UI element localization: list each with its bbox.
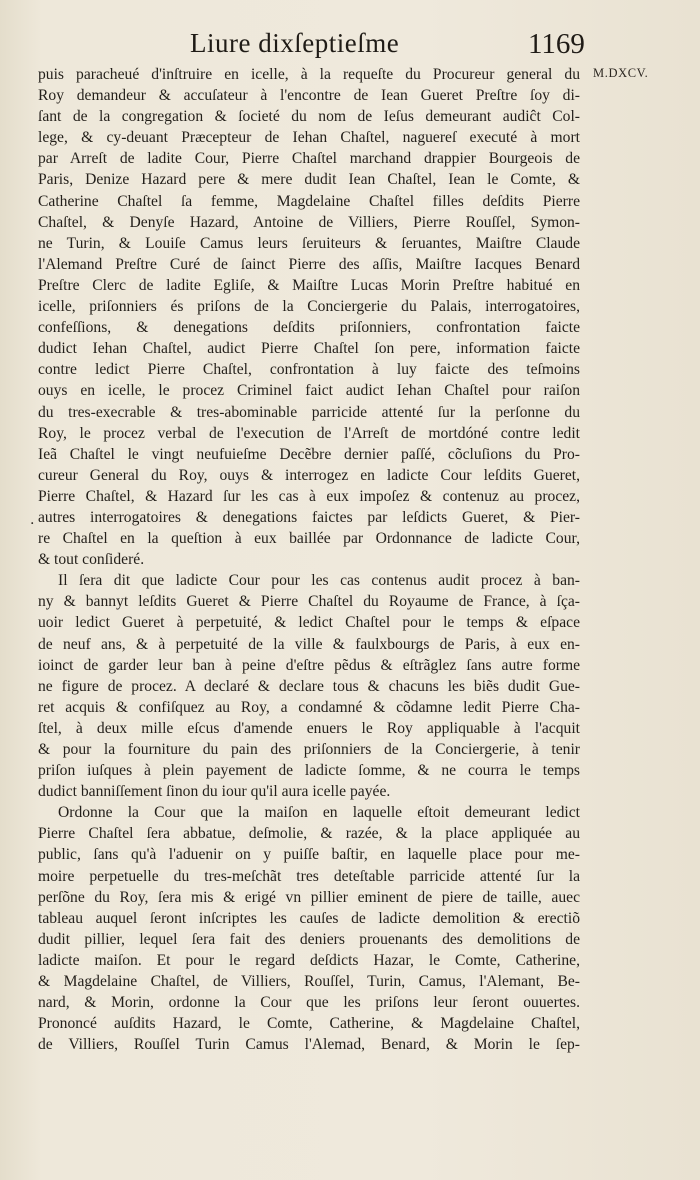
paragraph-start-line: Il ſera dit que ladicte Cour pour les cas contenus audit procez à ban- bbox=[58, 572, 580, 590]
text-line: re Chaſtel en la queſtion à eux baillée par Ordonnance de ladicte Cour, bbox=[38, 530, 580, 548]
text-line: puis paracheué d'inſtruire en icelle, à la requeſte du Procureur general du bbox=[38, 66, 580, 83]
text-line: Preſtre Clerc de ladite Egliſe, & Maiſtre Lucas Morin Preſtre habitué en bbox=[38, 276, 580, 294]
text-line: lege, & cy-deuant Præcepteur de Iehan Chaſtel, naguereſ executé à mort bbox=[38, 129, 580, 147]
page-number: 1169 bbox=[528, 28, 585, 60]
text-line: ne figure de procez. A declaré & declare tous & chacuns les biẽs dudit Gue- bbox=[38, 677, 580, 695]
text-line: tableau auquel ſeront inſcriptes les cauſes de ladicte demolition & erectiõ bbox=[38, 909, 580, 927]
text-line: contre ledict Pierre Chaſtel, confrontation à luy faicte des teſmoins bbox=[38, 361, 580, 379]
text-line: & Magdelaine Chaſtel, de Villiers, Rouſſel, Turin, Camus, l'Alemant, Be- bbox=[38, 973, 580, 991]
body-text bbox=[38, 64, 580, 1077]
text-line: Roy demandeur & accuſateur à l'encontre de Iean Gueret Preſtre ſoy di- bbox=[38, 87, 580, 105]
stray-mark: . bbox=[30, 512, 35, 528]
paragraph-end-line: & tout conſideré. bbox=[38, 551, 145, 569]
margin-note-year: M.DXCV. bbox=[593, 66, 649, 80]
paragraph-start-line: Ordonne la Cour que la maiſon en laquelle eſtoit demeurant ledict bbox=[58, 804, 580, 822]
running-head: Liure dixſeptieſme bbox=[190, 28, 400, 58]
text-line: ſant de la congregation & ſocieté du nom de Ieſus demeurant audiĉt Col- bbox=[38, 108, 580, 126]
text-line: Roy, le procez verbal de l'execution de l'Arreſt de mortdóné contre ledit bbox=[38, 424, 580, 442]
text-line: perſõne du Roy, ſera mis & erigé vn pillier eminent de piere de taille, auec bbox=[38, 888, 580, 906]
text-line: de Villiers, Rouſſel Turin Camus l'Alemad, Benard, & Morin le ſep- bbox=[38, 1036, 580, 1054]
text-line: cureur General du Roy, ouys & interrogez en ladicte Cour leſdits Gueret, bbox=[38, 466, 580, 484]
text-line: dudit pillier, lequel ſera fait des deniers prouenants des demolitions de bbox=[38, 930, 580, 948]
text-line: ioinct de garder leur ban à peine d'eſtre pẽdus & eſtrãglez ſans autre forme bbox=[38, 656, 580, 674]
text-line: confeſſions, & denegations deſdits priſonniers, confrontation faicte bbox=[38, 319, 580, 337]
text-line: public, ſans qu'à l'aduenir on y puiſſe baſtir, en laquelle place pour me- bbox=[38, 846, 580, 864]
text-line: ouys en icelle, le procez Criminel faict audict Iehan Chaſtel pour raiſon bbox=[38, 382, 580, 400]
text-line: Prononcé auſdits Hazard, le Comte, Catherine, & Magdelaine Chaſtel, bbox=[38, 1015, 580, 1033]
text-line: uoir ledict Gueret à perpetuité, & ledict Chaſtel pour le temps & eſpace bbox=[38, 614, 580, 632]
text-line: icelle, priſonniers és priſons de la Conciergerie du Palais, interrogatoires, bbox=[38, 298, 580, 316]
text-line: par Arreſt de ladite Cour, Pierre Chaſtel marchand drappier Bourgeois de bbox=[38, 150, 580, 168]
text-line: du tres-execrable & tres-abominable parricide attenté ſur la perſonne du bbox=[38, 403, 580, 421]
text-line: autres interrogatoires & denegations faictes par leſdicts Gueret, & Pier- bbox=[38, 508, 580, 526]
text-line: ny & bannyt leſdits Gueret & Pierre Chaſtel du Royaume de France, à ſça- bbox=[38, 593, 580, 611]
text-line: Catherine Chaſtel ſa femme, Magdelaine Chaſtel filles deſdits Pierre bbox=[38, 192, 580, 210]
text-line: priſon iuſques à plein payement de ladicte ſomme, & ne courra le temps bbox=[38, 762, 580, 780]
text-line: Chaſtel, & Denyſe Hazard, Antoine de Villiers, Pierre Rouſſel, Symon- bbox=[38, 213, 580, 231]
text-line: de neuf ans, & à perpetuité de la ville & faulxbourgs de Paris, à eux en- bbox=[38, 635, 580, 653]
text-line: ſtel, à deux mille eſcus d'amende enuers le Roy appliquable à l'acquit bbox=[38, 719, 580, 737]
text-line: l'Alemand Preſtre Curé de ſainct Pierre des aſſis, Maiſtre Iacques Benard bbox=[38, 255, 580, 273]
text-line: Ieã Chaſtel le vingt neufuieſme Decẽbre dernier paſſé, cõcluſions du Pro- bbox=[38, 445, 580, 463]
paragraph-end-line: dudict banniſſement ſinon du iour qu'il aura icelle payée. bbox=[38, 783, 391, 801]
text-line bbox=[38, 1055, 580, 1076]
text-line: Pierre Chaſtel, & Hazard ſur les cas à eux impoſez & contenuz au procez, bbox=[38, 487, 580, 505]
text-line: ladicte maiſon. Et pour le regard deſdicts Hazar, le Comte, Catherine, bbox=[38, 951, 580, 969]
text-line: Pierre Chaſtel ſera abbatue, deſmolie, & razée, & la place appliquée au bbox=[38, 825, 580, 843]
text-line: moire perpetuelle du tres-meſchãt tres deteſtable parricide attenté ſur la bbox=[38, 867, 580, 885]
text-line: nard, & Morin, ordonne la Cour que les priſons leur ſeront ouuertes. bbox=[38, 994, 580, 1012]
text-line: dudict Iehan Chaſtel, audict Pierre Chaſtel ſon pere, information faicte bbox=[38, 340, 580, 358]
text-line: Paris, Denize Hazard pere & mere dudit Iean Chaſtel, Iean le Comte, & bbox=[38, 171, 580, 189]
text-line: ret acquis & confiſquez au Roy, a condamné & cõdamne ledit Pierre Cha- bbox=[38, 698, 580, 716]
text-line: ne Turin, & Louiſe Camus leurs ſeruiteurs & ſeruantes, Maiſtre Claude bbox=[38, 234, 580, 252]
text-line: & pour la fourniture du pain des priſonniers de la Conciergerie, à tenir bbox=[38, 741, 580, 758]
